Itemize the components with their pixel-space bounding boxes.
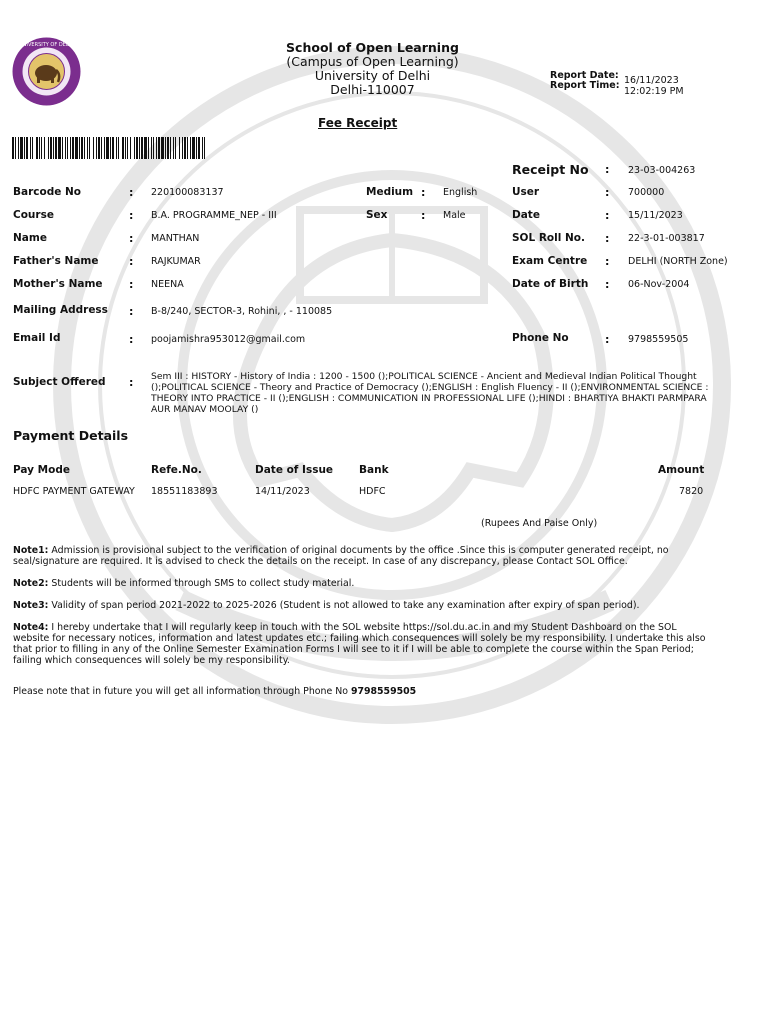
barcode-bar [179, 137, 180, 159]
user-value: 700000 [628, 187, 665, 198]
barcode-bar [67, 137, 68, 159]
user-label: User [512, 186, 540, 198]
colon: : [129, 376, 134, 389]
university-address: Delhi-110007 [330, 82, 415, 97]
receipt-title: Fee Receipt [318, 116, 398, 130]
barcode-bar [141, 137, 143, 159]
sex-label: Sex [366, 209, 388, 221]
colon: : [129, 278, 134, 291]
date-of-issue-value: 14/11/2023 [255, 486, 310, 497]
future-info-text: Please note that in future you will get all information through Phone No [13, 686, 351, 697]
barcode-bar [81, 137, 83, 159]
barcode-bar [190, 137, 191, 159]
col-amount: Amount [658, 464, 705, 476]
phone-value: 9798559505 [628, 334, 689, 345]
barcode-bar [55, 137, 57, 159]
medium-label: Medium [366, 186, 414, 198]
barcode-bar [144, 137, 147, 159]
barcode-bar [136, 137, 138, 159]
col-ref-no: Refe.No. [151, 464, 202, 476]
colon: : [421, 186, 426, 199]
barcode-bar [127, 137, 128, 159]
note-1-label: Note1: [13, 545, 49, 556]
barcode-bar [175, 137, 176, 159]
barcode-bar [84, 137, 85, 159]
dob-label: Date of Birth [512, 278, 589, 290]
institution-subtitle: (Campus of Open Learning) [286, 54, 459, 69]
colon: : [129, 255, 134, 268]
barcode-bar [192, 137, 195, 159]
exam-centre-label: Exam Centre [512, 255, 588, 267]
barcode-bar [204, 137, 205, 159]
barcode-bar [173, 137, 174, 159]
amount-note: (Rupees And Paise Only) [481, 518, 598, 529]
barcode-bar [151, 137, 152, 159]
name-label: Name [13, 232, 47, 244]
subject-line-4: AUR MANAV MOOLAY () [151, 404, 259, 415]
subject-line-1: Sem III : HISTORY - History of India : 1200 - 1500 ();POLITICAL SCIENCE - Ancient and Medieval Indian Political Thought [151, 371, 697, 382]
medium-value: English [443, 187, 478, 198]
university-name: University of Delhi [314, 68, 431, 83]
colon: : [605, 278, 610, 291]
barcode-bar [30, 137, 31, 159]
barcode-bar [36, 137, 38, 159]
university-logo [11, 36, 82, 107]
col-pay-mode: Pay Mode [13, 464, 70, 476]
barcode-bar [170, 137, 171, 159]
barcode-bar [39, 137, 40, 159]
barcode-bar [165, 137, 166, 159]
barcode-bar [122, 137, 124, 159]
subject-line-2: ();POLITICAL SCIENCE - Theory and Practice of Democracy ();ENGLISH : English Fluency - II ();ENVIRONMENTAL SCIENCE : [151, 382, 709, 393]
amount-value: 7820 [679, 486, 704, 497]
barcode-bar [15, 137, 16, 159]
barcode-bar [18, 137, 19, 159]
institution-name: School of Open Learning [286, 40, 459, 55]
barcode-bar [75, 137, 78, 159]
colon: : [129, 186, 134, 199]
barcode-bar [58, 137, 61, 159]
colon: : [129, 209, 134, 222]
sex-value: Male [443, 210, 466, 221]
barcode-no-label: Barcode No [13, 186, 81, 198]
report-time: 12:02:19 PM [624, 86, 684, 97]
barcode-bar [148, 137, 149, 159]
email-label: Email Id [13, 332, 61, 344]
barcode-bar [20, 137, 23, 159]
note-2-text: Students will be informed through SMS to collect study material. [51, 578, 355, 589]
barcode-bar [101, 137, 102, 159]
barcode-bar [70, 137, 71, 159]
mother-name-value: NEENA [151, 279, 184, 290]
note-3 [13, 600, 708, 611]
ref-no-value: 18551183893 [151, 486, 218, 497]
barcode-no-value: 220100083137 [151, 187, 224, 198]
date-value: 15/11/2023 [628, 210, 683, 221]
mailing-address-value: B-8/240, SECTOR-3, Rohini, , - 110085 [151, 306, 333, 317]
barcode-bar [79, 137, 80, 159]
col-date-of-issue: Date of Issue [255, 464, 334, 476]
report-date-label: Report Date: [550, 70, 619, 81]
barcode-bar [198, 137, 200, 159]
course-value: B.A. PROGRAMME_NEP - III [151, 210, 277, 221]
barcode-bar [50, 137, 52, 159]
receipt-no-label: Receipt No [512, 162, 589, 177]
barcode-bar [202, 137, 203, 159]
barcode-bar [130, 137, 131, 159]
barcode-bar [32, 137, 33, 159]
barcode-bar [89, 137, 90, 159]
barcode-bar [44, 137, 45, 159]
email-value: poojamishra953012@gmail.com [151, 334, 306, 345]
barcode-bar [96, 137, 97, 159]
barcode-bar [41, 137, 42, 159]
barcode-bar [12, 137, 14, 159]
barcode-bar [106, 137, 109, 159]
barcode-bar [196, 137, 197, 159]
barcode-bar [134, 137, 135, 159]
father-name-label: Father's Name [13, 255, 99, 267]
col-bank: Bank [359, 464, 389, 476]
report-date: 16/11/2023 [624, 75, 679, 86]
mailing-address-label: Mailing Address [13, 304, 108, 316]
barcode-image [12, 137, 208, 159]
subject-line-3: THEORY INTO PRACTICE - II ();ENGLISH : COMMUNICATION IN PROFESSIONAL LIFE ();HINDI : BHARTIYA BHAKTI PARMPARA [151, 393, 707, 404]
colon: : [605, 255, 610, 268]
note-2-label: Note2: [13, 578, 49, 589]
date-label: Date [512, 209, 540, 221]
barcode-bar [53, 137, 54, 159]
barcode-bar [139, 137, 140, 159]
barcode-bar [26, 137, 28, 159]
barcode-bar [184, 137, 186, 159]
colon: : [605, 333, 610, 346]
name-value: MANTHAN [151, 233, 200, 244]
sol-roll-label: SOL Roll No. [512, 232, 585, 244]
phone-label: Phone No [512, 332, 569, 344]
logo-text: UNIVERSITY OF DELHI [19, 42, 74, 48]
barcode-bar [65, 137, 66, 159]
note-1 [13, 545, 708, 567]
course-label: Course [13, 209, 54, 221]
barcode-bar [116, 137, 117, 159]
barcode-bar [72, 137, 74, 159]
subject-offered-label: Subject Offered [13, 376, 106, 388]
colon: : [605, 163, 610, 176]
colon: : [605, 186, 610, 199]
barcode-bar [87, 137, 88, 159]
future-phone: 9798559505 [350, 686, 417, 697]
barcode-bar [161, 137, 164, 159]
barcode-bar [167, 137, 169, 159]
colon: : [129, 305, 134, 318]
report-time-label: Report Time: [550, 80, 620, 91]
colon: : [605, 209, 610, 222]
mother-name-label: Mother's Name [13, 278, 103, 290]
note-3-label: Note3: [13, 600, 49, 611]
payment-details-heading: Payment Details [13, 428, 129, 443]
barcode-bar [110, 137, 111, 159]
barcode-bar [158, 137, 160, 159]
dob-value: 06-Nov-2004 [628, 279, 690, 290]
barcode-bar [104, 137, 105, 159]
note-4-text: I hereby undertake that I will regularly keep in touch with the SOL website https://sol.du.ac.in and my Student Dashboard on the SOL website for necessary notices, information and latest updates etc.; failing which consequences will solely be my responsibility. I undertake this also that prior to filling in any of the Online Semester Examination Forms I will see to it if I will be able to complete the course within the Span Period; failing which consequences will solely be my responsibility. [13, 622, 706, 666]
barcode-bar [93, 137, 94, 159]
note-4-label: Note4: [13, 622, 49, 633]
barcode-bar [24, 137, 25, 159]
note-1-text: Admission is provisional subject to the verification of original documents by the office .Since this is computer generated receipt, no seal/signature are required. It is advised to check the details on the receipt. In case of any discrepancy, please Contact SOL Office. [13, 545, 669, 567]
pay-mode-value: HDFC PAYMENT GATEWAY [13, 486, 135, 497]
barcode-bar [62, 137, 63, 159]
barcode-bar [156, 137, 157, 159]
colon: : [605, 232, 610, 245]
exam-centre-value: DELHI (NORTH Zone) [628, 256, 728, 267]
note-4 [13, 622, 708, 666]
colon: : [421, 209, 426, 222]
barcode-bar [112, 137, 114, 159]
future-info-note [13, 686, 708, 697]
colon: : [129, 232, 134, 245]
father-name-value: RAJKUMAR [151, 256, 201, 267]
barcode-bar [98, 137, 100, 159]
barcode-bar [118, 137, 119, 159]
note-2 [13, 578, 708, 589]
barcode-bar [48, 137, 49, 159]
colon: : [129, 333, 134, 346]
receipt-no-value: 23-03-004263 [628, 165, 696, 176]
note-3-text: Validity of span period 2021-2022 to 2025-2026 (Student is not allowed to take any examination after expiry of span period). [51, 600, 640, 611]
barcode-bar [125, 137, 126, 159]
bank-value: HDFC [359, 486, 386, 497]
barcode-bar [153, 137, 154, 159]
barcode-bar [182, 137, 183, 159]
sol-roll-value: 22-3-01-003817 [628, 233, 705, 244]
barcode-bar [187, 137, 188, 159]
